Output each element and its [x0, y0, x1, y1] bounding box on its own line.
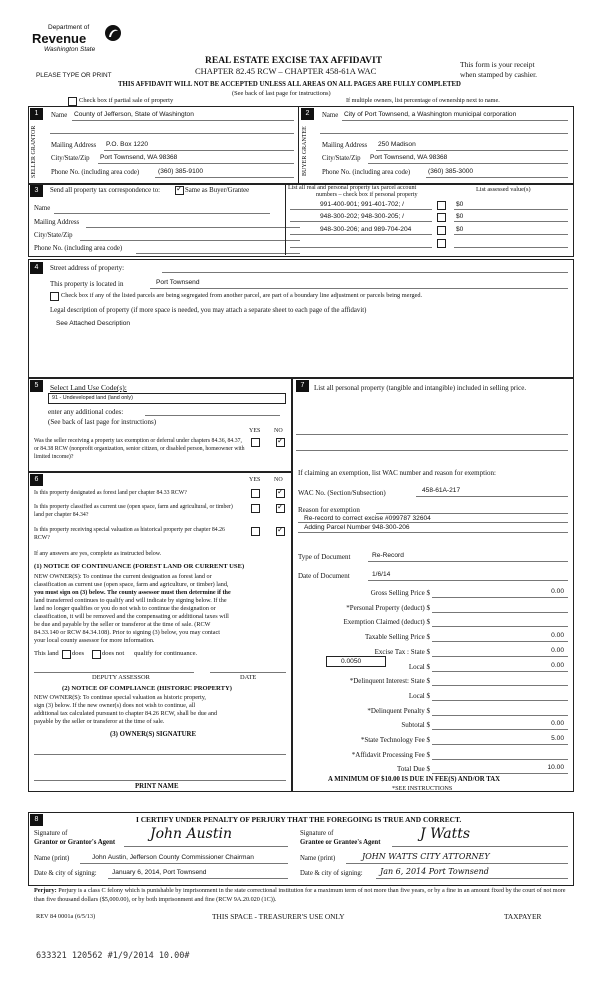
section-3-number: 3	[30, 185, 43, 197]
same-as-buyer-label: Same as Buyer/Grantee	[185, 187, 250, 194]
certify-text: I CERTIFY UNDER PENALTY OF PERJURY THAT THE FOREGOING IS TRUE AND CORRECT.	[136, 815, 462, 824]
doc-type-label: Type of Document	[298, 553, 351, 561]
seller-mailing-field[interactable]: P.O. Box 1220	[106, 141, 149, 148]
doc-date-field[interactable]: 1/6/14	[372, 571, 391, 578]
dept-line1: Department of	[48, 24, 90, 31]
does-label: does	[72, 650, 85, 657]
form-chapter: CHAPTER 82.45 RCW – CHAPTER 458-61A WAC	[195, 66, 377, 76]
section-8-number: 8	[30, 814, 43, 826]
fee-label: *State Technology Fee $	[360, 736, 430, 744]
section-2-number: 2	[301, 108, 314, 120]
deputy-date-label: DATE	[240, 674, 257, 681]
notice1-line: land no longer qualifies or you do not wish to continue the designation or	[34, 605, 216, 612]
fee-value[interactable]: 0.00	[551, 632, 564, 639]
parcel-number[interactable]: 948-300-202; 948-300-205; /	[320, 213, 404, 220]
notice2-line: additional tax calculated pursuant to chapter 84.26 RCW, shall be due and	[34, 710, 218, 717]
current-use-yes-checkbox[interactable]	[251, 504, 260, 513]
land-use-label: Select Land Use Code(s):	[50, 383, 127, 392]
located-field[interactable]: Port Townsend	[156, 279, 200, 286]
legal-description-field[interactable]: See Attached Description	[56, 320, 131, 327]
seller-phone-field[interactable]: (360) 385-9100	[158, 168, 204, 175]
historic-question: Is this property receiving special valuation as historical property per chapter 84.26 RCW?	[34, 527, 225, 541]
form-title: REAL ESTATE EXCISE TAX AFFIDAVIT	[205, 56, 383, 66]
section-1-number: 1	[30, 108, 43, 120]
wac-label: WAC No. (Section/Subsection)	[298, 489, 386, 497]
historic-yes-checkbox[interactable]	[251, 527, 260, 536]
additional-codes-label: enter any additional codes:	[48, 408, 124, 416]
grantee-signature[interactable]: J Watts	[420, 826, 471, 842]
fee-label: *Delinquent Interest: State $	[349, 677, 430, 685]
taxpayer-label: TAXPAYER	[504, 912, 542, 921]
buyer-city-field[interactable]: Port Townsend, WA 98368	[370, 154, 448, 161]
buyer-phone-label: Phone No. (including area code)	[322, 169, 411, 176]
fee-label: Taxable Selling Price $	[364, 633, 430, 641]
fee-label: Total Due $	[397, 765, 430, 773]
doc-type-field[interactable]: Re-Record	[372, 552, 404, 559]
exemption-no-checkbox[interactable]	[276, 438, 285, 447]
grantor-name-field[interactable]: John Austin, Jefferson County Commissioner Chairman	[92, 854, 254, 861]
local-rate-field[interactable]	[326, 656, 386, 667]
street-address-label: Street address of property:	[50, 264, 125, 272]
see-back-text: (See back of last page for instructions)	[232, 90, 331, 97]
fee-label: Subtotal $	[401, 721, 430, 729]
grantee-sig-label-1: Signature of	[300, 830, 334, 837]
form-number: REV 84 0001a (6/5/13)	[36, 913, 96, 920]
see-instructions-text: *SEE INSTRUCTIONS	[392, 785, 453, 792]
notice1-line: be due and payable by the seller or transferor at the time of sale. (RCW	[34, 621, 211, 628]
buyer-side-label: BUYER GRANTEE	[302, 126, 308, 177]
dept-line3: Washington State	[44, 46, 96, 53]
grantee-name-field[interactable]: JOHN WATTS CITY ATTORNEY	[362, 852, 490, 861]
fee-value[interactable]: 10.00	[547, 764, 564, 771]
notice1-line: your local county assessor for more information.	[34, 637, 155, 644]
s6-yes: YES	[249, 477, 261, 483]
seller-phone-label: Phone No. (including area code)	[51, 169, 140, 176]
please-type: PLEASE TYPE OR PRINT	[36, 72, 112, 79]
parcel-number[interactable]: 948-300-206; and 989-704-204	[320, 226, 412, 233]
receipt-line1: This form is your receipt	[460, 60, 535, 69]
grantee-name-label: Name (print)	[300, 855, 336, 862]
parcels-header-1: List all real and personal property tax parcel account	[288, 185, 417, 191]
personal-property-checkbox[interactable]	[437, 226, 446, 235]
land-use-value: 91 - Undeveloped land (land only)	[52, 395, 133, 401]
fee-value[interactable]: 5.00	[551, 735, 564, 742]
grantor-sig-label-1: Signature of	[34, 830, 68, 837]
seller-mailing-label: Mailing Address	[51, 142, 97, 149]
buyer-mailing-label: Mailing Address	[322, 142, 368, 149]
buyer-name-label: Name	[322, 112, 339, 119]
s5-yes: YES	[249, 428, 261, 434]
fee-label: Excise Tax : State $	[374, 648, 430, 656]
fee-label: *Personal Property (deduct) $	[346, 604, 430, 612]
personal-property-checkbox[interactable]	[437, 239, 446, 248]
personal-property-label: List all personal property (tangible and intangible) included in selling price.	[314, 384, 527, 392]
cashier-stamp: 633321 120562 #1/9/2014 10.00#	[36, 951, 190, 961]
s3-phone-label: Phone No. (including area code)	[34, 245, 123, 252]
fee-label: *Affidavit Processing Fee $	[351, 751, 430, 759]
section-4-number: 4	[30, 262, 43, 274]
forest-no-checkbox[interactable]	[276, 489, 285, 498]
notice2-line: payable by the seller or transferor at the time of sale.	[34, 718, 165, 725]
fee-label: Local $	[408, 692, 430, 700]
exemption-reason-label: If claiming an exemption, list WAC number and reason for exemption:	[298, 469, 496, 477]
exemption-yes-checkbox[interactable]	[251, 438, 260, 447]
forest-land-question: Is this property designated as forest land per chapter 84.33 RCW?	[34, 490, 187, 496]
s3-name-label: Name	[34, 205, 51, 212]
partial-sale-label: Check box if partial sale of property	[79, 97, 174, 104]
wac-field[interactable]: 458-61A-217	[422, 487, 461, 494]
grantee-date-label: Date & city of signing:	[300, 870, 363, 877]
grantor-name-label: Name (print)	[34, 855, 70, 862]
seller-name-label: Name	[51, 112, 68, 119]
s3-mailing-label: Mailing Address	[34, 219, 80, 226]
doc-date-label: Date of Document	[298, 572, 350, 580]
grantor-sig-label-2: Grantor or Grantor's Agent	[34, 839, 116, 846]
seller-name-field[interactable]: County of Jefferson, State of Washington	[74, 111, 194, 118]
current-use-question: Is this property classified as current use (open space, farm and agricultural, or timber) land per chapter 84.34?	[34, 504, 233, 518]
fee-value[interactable]: 0.00	[551, 662, 564, 669]
s6-no: NO	[274, 477, 283, 483]
legal-label: Legal description of property (if more space is needed, you may attach a separate sheet to each page of the affidavit)	[50, 307, 367, 314]
segregated-checkbox[interactable]	[50, 292, 59, 301]
qualify-label: qualify for continuance.	[134, 650, 198, 657]
section-4-box	[28, 259, 574, 378]
section-7-number: 7	[296, 380, 309, 392]
seller-city-field[interactable]: Port Townsend, WA 98368	[100, 154, 178, 161]
seller-side-label: SELLER GRANTOR	[31, 125, 37, 178]
located-label: This property is located in	[50, 280, 124, 288]
buyer-city-label: City/State/Zip	[322, 155, 361, 162]
notice2-line: NEW OWNER(S): To continue special valuation as historic property,	[34, 694, 206, 701]
notice1-line: land transferred continues to qualify and will indicate by signing below. If the	[34, 597, 227, 604]
grantor-date-label: Date & city of signing:	[34, 870, 97, 877]
s5-see-back: (See back of last page for instructions)	[48, 418, 157, 426]
multiple-owners-text: If multiple owners, list percentage of ownership next to name.	[346, 97, 500, 104]
reason-line-2[interactable]: Adding Parcel Number 948-300-206	[304, 524, 410, 531]
current-use-no-checkbox[interactable]	[276, 504, 285, 513]
fee-label: Exemption Claimed (deduct) $	[343, 618, 430, 626]
s3-city-label: City/State/Zip	[34, 232, 73, 239]
notice1-line: NEW OWNER(S): To continue the current designation as forest land or	[34, 573, 212, 580]
does-checkbox[interactable]	[62, 650, 71, 659]
buyer-mailing-field[interactable]: 250 Madison	[378, 141, 416, 148]
notice2-line: sign (3) below. If the new owner(s) does not wish to continue, all	[34, 702, 196, 709]
assessed-value[interactable]: $0	[456, 213, 464, 220]
assessed-value[interactable]: $0	[456, 226, 464, 233]
segregated-label: Check box if any of the listed parcels are being segregated from another parcel, are part of a boundary line adjustment or parcels being merged.	[61, 292, 423, 299]
fee-value[interactable]: 0.00	[551, 647, 564, 654]
receipt-line2: when stamped by cashier.	[460, 70, 538, 79]
grantor-date-field[interactable]: January 6, 2014, Port Townsend	[112, 869, 207, 876]
revenue-logo-icon	[104, 24, 122, 42]
grantee-sig-label-2: Grantee or Grantee's Agent	[300, 839, 381, 846]
personal-property-checkbox[interactable]	[437, 201, 446, 210]
seller-city-label: City/State/Zip	[51, 155, 90, 162]
notice1-line: classification as current use (open space, farm and agriculture, or timber) land,	[34, 581, 229, 588]
minimum-due-text: A MINIMUM OF $10.00 IS DUE IN FEE(S) AND/OR TAX	[328, 776, 501, 783]
send-correspondence-label: Send all property tax correspondence to:	[50, 187, 161, 194]
reason-label: Reason for exemption	[298, 506, 360, 514]
historic-no-checkbox[interactable]	[276, 527, 285, 536]
notice2-title: (2) NOTICE OF COMPLIANCE (HISTORIC PROPERTY)	[62, 685, 232, 692]
section-6-number: 6	[30, 474, 43, 486]
print-name-label: PRINT NAME	[135, 783, 179, 790]
parcel-number[interactable]: 991-400-901; 991-401-702; /	[320, 201, 404, 208]
perjury-label: Perjury:	[34, 887, 57, 894]
notice1-line: you must sign on (3) below. The county assessor must then determine if the	[34, 589, 231, 596]
exemption-question: Was the seller receiving a property tax exemption or deferral under chapters 84.36, 84.37, or 84.38 RCW (nonprofit organization, senior citizen, or disabled person, homeowner with limited income)?	[34, 438, 245, 460]
assessed-header: List assessed value(s)	[476, 186, 531, 193]
dept-logo	[32, 22, 128, 58]
personal-property-checkbox[interactable]	[437, 213, 446, 222]
partial-sale-checkbox[interactable]	[68, 97, 77, 106]
local-rate-value: 0.0050	[341, 658, 362, 665]
fee-value[interactable]: 0.00	[551, 720, 564, 727]
treasurer-space: THIS SPACE - TREASURER'S USE ONLY	[212, 912, 345, 921]
reason-line-1[interactable]: Re-record to correct excise #099787 32604	[304, 515, 431, 522]
notice1-line: 84.33.140 or RCW 84.34.108). Prior to signing (3) below, you may contact	[34, 629, 220, 636]
perjury-text	[34, 887, 570, 904]
dept-line2: Revenue	[32, 31, 87, 46]
deputy-assessor-label: DEPUTY ASSESSOR	[92, 674, 150, 681]
land-use-select[interactable]	[48, 393, 286, 404]
grantor-signature[interactable]: John Austin	[150, 826, 232, 842]
buyer-name-field[interactable]: City of Port Townsend, a Washington municipal corporation	[344, 111, 517, 118]
forest-yes-checkbox[interactable]	[251, 489, 260, 498]
section-5-number: 5	[30, 380, 43, 392]
does-not-label: does not	[102, 650, 125, 657]
assessed-value[interactable]: $0	[456, 201, 464, 208]
buyer-phone-field[interactable]: (360) 385-3000	[428, 168, 474, 175]
warning-text: THIS AFFIDAVIT WILL NOT BE ACCEPTED UNLESS ALL AREAS ON ALL PAGES ARE FULLY COMPLETED	[118, 81, 461, 88]
notice1-title: (1) NOTICE OF CONTINUANCE (FOREST LAND OR CURRENT USE)	[34, 563, 245, 570]
perjury-body: Perjury is a class C felony which is punishable by imprisonment in the state correctional institution for a maximum term of not more than five years, or by a fine in an amount fixed by the court of not more than five thousand dollars ($5,000.00), or by both imprisonment and fine (RCW 9A.20.020 (1C)).	[34, 887, 566, 903]
parcels-header-2: numbers – check box if personal property	[316, 192, 418, 198]
fee-label: Gross Selling Price $	[370, 589, 430, 597]
this-land-label: This land	[34, 650, 59, 657]
fee-label: *Delinquent Penalty $	[367, 707, 430, 715]
fee-label: Local $	[408, 663, 430, 671]
owner-signature-label: (3) OWNER(S) SIGNATURE	[110, 731, 196, 738]
notice1-line: classification, it will be removed and the compensating or additional taxes will	[34, 613, 229, 620]
fee-value[interactable]: 0.00	[551, 588, 564, 595]
grantee-date-field[interactable]: Jan 6, 2014 Port Townsend	[380, 867, 489, 876]
if-any-text: If any answers are yes, complete as instructed below.	[34, 551, 162, 557]
s5-no: NO	[274, 428, 283, 434]
same-as-buyer-checkbox[interactable]	[175, 186, 184, 195]
does-not-checkbox[interactable]	[92, 650, 101, 659]
